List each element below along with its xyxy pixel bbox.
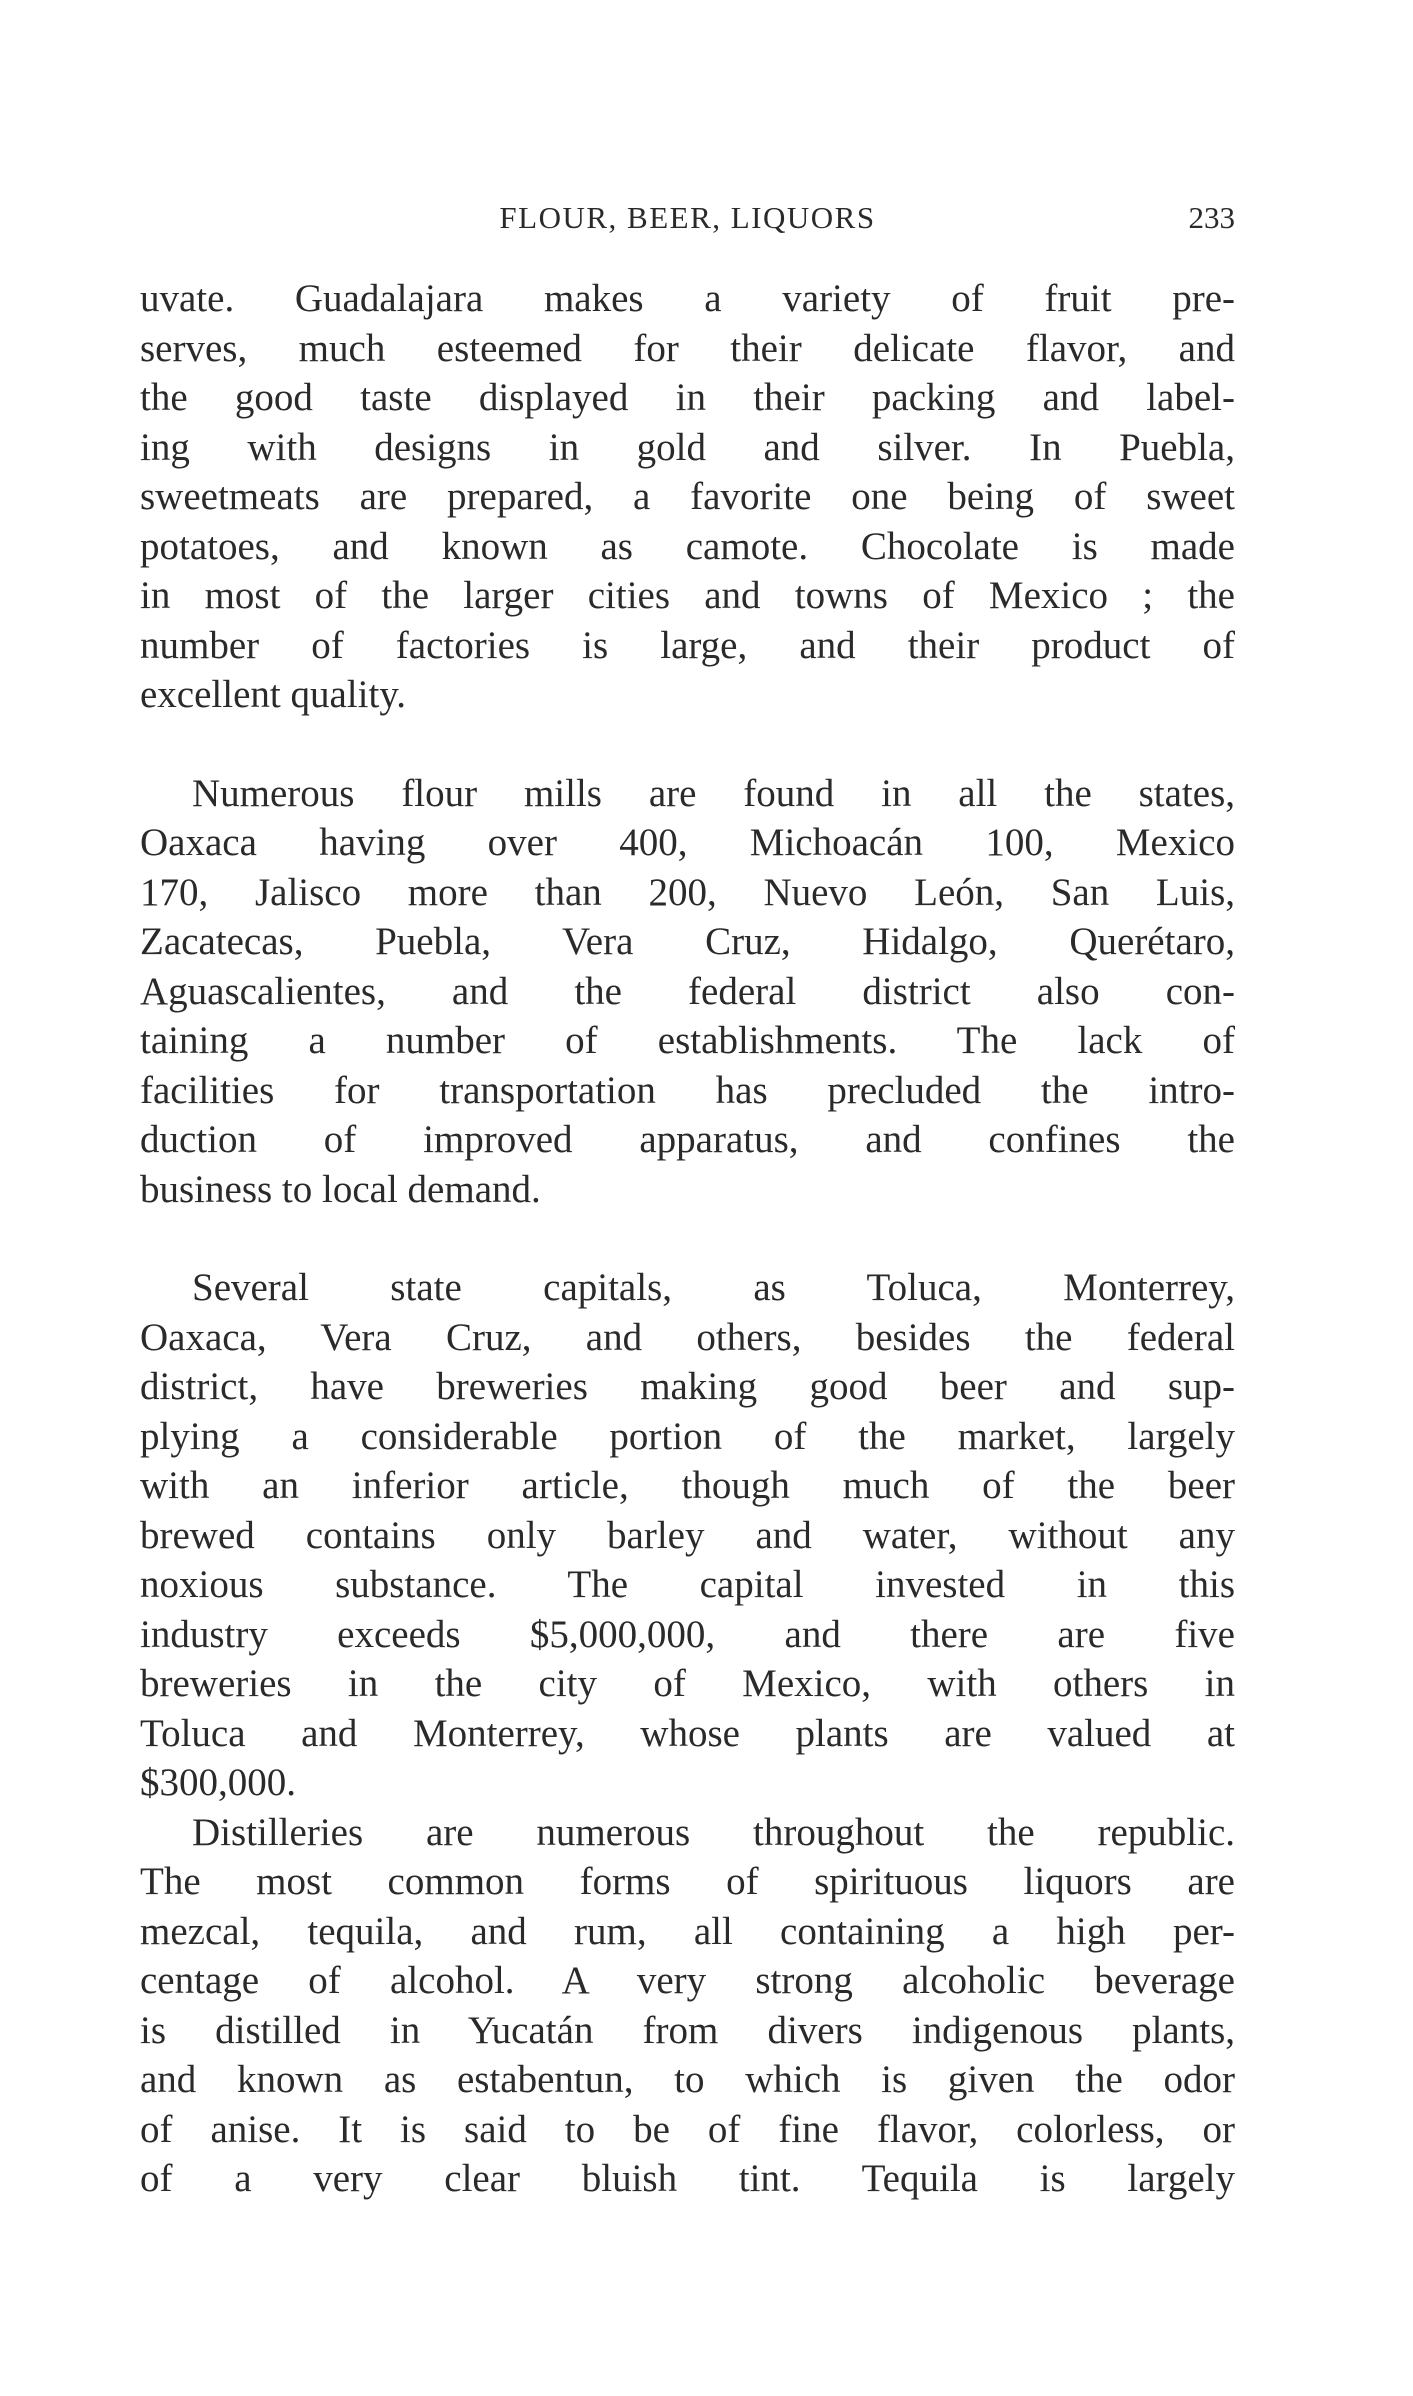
text-line: uvate. Guadalajara makes a variety of fruit pre- [140, 277, 1235, 320]
text-line: brewed contains only barley and water, without any [140, 1513, 1235, 1557]
text-line: Oaxaca having over 400, Michoacán 100, Mexico [140, 821, 1235, 864]
text-line: facilities for transportation has precluded the intro- [140, 1068, 1235, 1112]
text-line: Toluca and Monterrey, whose plants are valued at [140, 1711, 1235, 1755]
text-line: Oaxaca, Vera Cruz, and others, besides the federal [140, 1315, 1235, 1359]
text-line: mezcal, tequila, and rum, all containing a high per- [140, 1909, 1235, 1953]
text-line: industry exceeds $5,000,000, and there are five [140, 1612, 1235, 1656]
text-line: Numerous flour mills are found in all the states, [192, 771, 1235, 815]
text-line: business to local demand. [140, 1167, 541, 1211]
text-line: Zacatecas, Puebla, Vera Cruz, Hidalgo, Querétaro, [140, 920, 1235, 963]
paragraph-gap [140, 720, 1235, 769]
paragraph-3 [140, 1263, 1235, 1808]
text-line: plying a considerable portion of the market, largely [140, 1414, 1235, 1458]
text-line: potatoes, and known as camote. Chocolate is made [140, 524, 1235, 568]
text-line: is distilled in Yucatán from divers indigenous plants, [140, 2008, 1235, 2052]
text-line: taining a number of establishments. The lack of [140, 1019, 1235, 1062]
page-number: 233 [1188, 200, 1235, 235]
text-line: 170, Jalisco more than 200, Nuevo León, San Luis, [140, 870, 1235, 914]
text-line: number of factories is large, and their product of [140, 623, 1235, 667]
text-line: The most common forms of spirituous liquors are [140, 1860, 1235, 1903]
text-line: Aguascalientes, and the federal district also con- [140, 969, 1235, 1013]
text-line: Distilleries are numerous throughout the republic. [192, 1810, 1235, 1854]
text-line: Several state capitals, as Toluca, Monterrey, [192, 1266, 1235, 1309]
text-line: of anise. It is said to be of fine flavor, colorless, or [140, 2107, 1235, 2151]
text-line: of a very clear bluish tint. Tequila is largely [140, 2157, 1235, 2200]
text-line: ing with designs in gold and silver. In Puebla, [140, 425, 1235, 469]
text-line: and known as estabentun, to which is given the odor [140, 2058, 1235, 2101]
text-line: with an inferior article, though much of the beer [140, 1464, 1235, 1507]
page-header [140, 200, 1235, 240]
text-line: centage of alcohol. A very strong alcoholic beverage [140, 1959, 1235, 2002]
body-text [140, 274, 1235, 2204]
text-line: serves, much esteemed for their delicate flavor, and [140, 326, 1235, 370]
text-line: duction of improved apparatus, and confines the [140, 1118, 1235, 1161]
text-line: excellent quality. [140, 673, 407, 716]
paragraph-4 [140, 1808, 1235, 2204]
text-line: sweetmeats are prepared, a favorite one being of sweet [140, 475, 1235, 518]
running-head: FLOUR, BEER, LIQUORS [499, 200, 876, 235]
text-line: district, have breweries making good beer and sup- [140, 1365, 1235, 1408]
text-line: the good taste displayed in their packing and label- [140, 376, 1235, 419]
text-line: noxious substance. The capital invested in this [140, 1563, 1235, 1606]
text-line: $300,000. [140, 1761, 296, 1804]
paragraph-gap [140, 1214, 1235, 1263]
paragraph-1 [140, 274, 1235, 720]
text-line: breweries in the city of Mexico, with others in [140, 1662, 1235, 1705]
text-line: in most of the larger cities and towns of Mexico ; the [140, 574, 1235, 617]
paragraph-2 [140, 769, 1235, 1215]
